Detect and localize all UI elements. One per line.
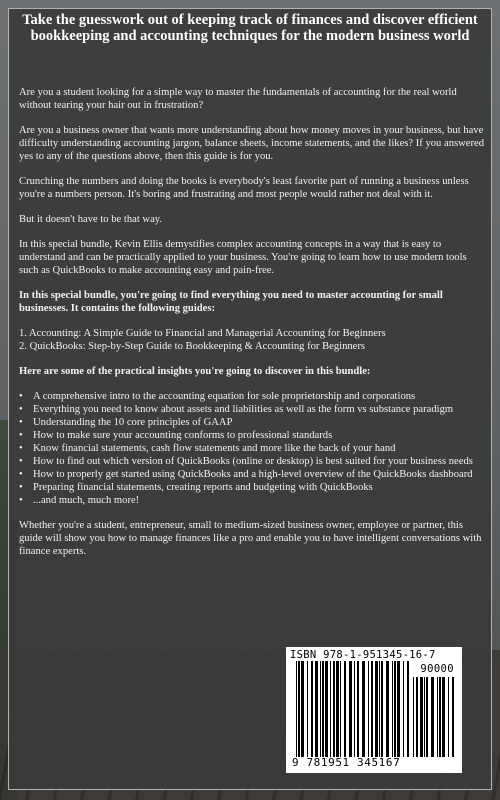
insight-item: • How to make sure your accounting conforms to professional standards xyxy=(19,429,485,442)
closing-paragraph: Whether you're a student, entrepreneur, small to medium-sized business owner, employee or partner, this guide will show you how to manage finances like a pro and enable you to have intelligent conversations with finance experts. xyxy=(19,520,482,557)
isbn-label: ISBN 978-1-951345-16-7 xyxy=(290,649,436,661)
barcode-addon-bars xyxy=(413,677,455,757)
guide-item: 1. Accounting: A Simple Guide to Financial and Managerial Accounting for Beginners xyxy=(19,328,386,339)
insight-item: • How to properly get started using QuickBooks and a high-level overview of the QuickBooks dashboard xyxy=(19,468,485,481)
insights-intro: Here are some of the practical insights you're going to discover in this bundle: xyxy=(19,366,371,377)
insight-item: • Everything you need to know about assets and liabilities as well as the form vs substance paradigm xyxy=(19,403,485,416)
insight-item: • Preparing financial statements, creating reports and budgeting with QuickBooks xyxy=(19,481,485,494)
paragraph-intro-owner: Are you a business owner that wants more understanding about how money moves in your business, but have difficulty understanding accounting jargon, balance sheets, income statements, and the likes? If you answered yes to any of the questions above, then this guide is for you. xyxy=(19,125,485,162)
guides-list xyxy=(19,327,485,353)
paragraph-bundle: In this special bundle, Kevin Ellis demystifies complex accounting concepts in a way that is easy to understand and can be practically applied to your business. You're going to learn how to use modern tools such as QuickBooks to make accounting easy and pain-free. xyxy=(19,239,467,276)
barcode-digits: 9 781951 345167 xyxy=(292,756,401,769)
insight-item: • How to find out which version of QuickBooks (online or desktop) is best suited for your business needs xyxy=(19,455,485,468)
insights-list xyxy=(19,390,485,507)
guide-item: 2. QuickBooks: Step-by-Step Guide to Bookkeeping & Accounting for Beginners xyxy=(19,341,366,352)
insight-item: • Understanding the 10 core principles of GAAP xyxy=(19,416,485,429)
paragraph-crunching: Crunching the numbers and doing the books is everybody's least favorite part of running a business unless you're a numbers person. It's boring and frustrating and most people would rather not deal with it. xyxy=(19,176,469,200)
paragraph-not-that-way: But it doesn't have to be that way. xyxy=(19,214,163,225)
price-code: 90000 xyxy=(420,663,454,675)
paragraph-intro-student: Are you a student looking for a simple way to master the fundamentals of accounting for the real world without tearing your hair out in frustration? xyxy=(19,87,457,111)
guides-intro: In this special bundle, you're going to find everything you need to master accounting for small businesses. It contains the following guides: xyxy=(19,290,443,314)
insight-item: • A comprehensive intro to the accounting equation for sole proprietorship and corporations xyxy=(19,390,485,403)
headline: Take the guesswork out of keeping track of finances and discover efficient bookkeeping and accounting techniques for the modern business world xyxy=(22,12,478,44)
back-cover-text xyxy=(19,86,485,570)
isbn-barcode xyxy=(286,647,462,773)
insight-item: • Know financial statements, cash flow statements and more like the back of your hand xyxy=(19,442,485,455)
insight-item: • ...and much, much more! xyxy=(19,494,485,507)
barcode-bars xyxy=(296,661,410,757)
